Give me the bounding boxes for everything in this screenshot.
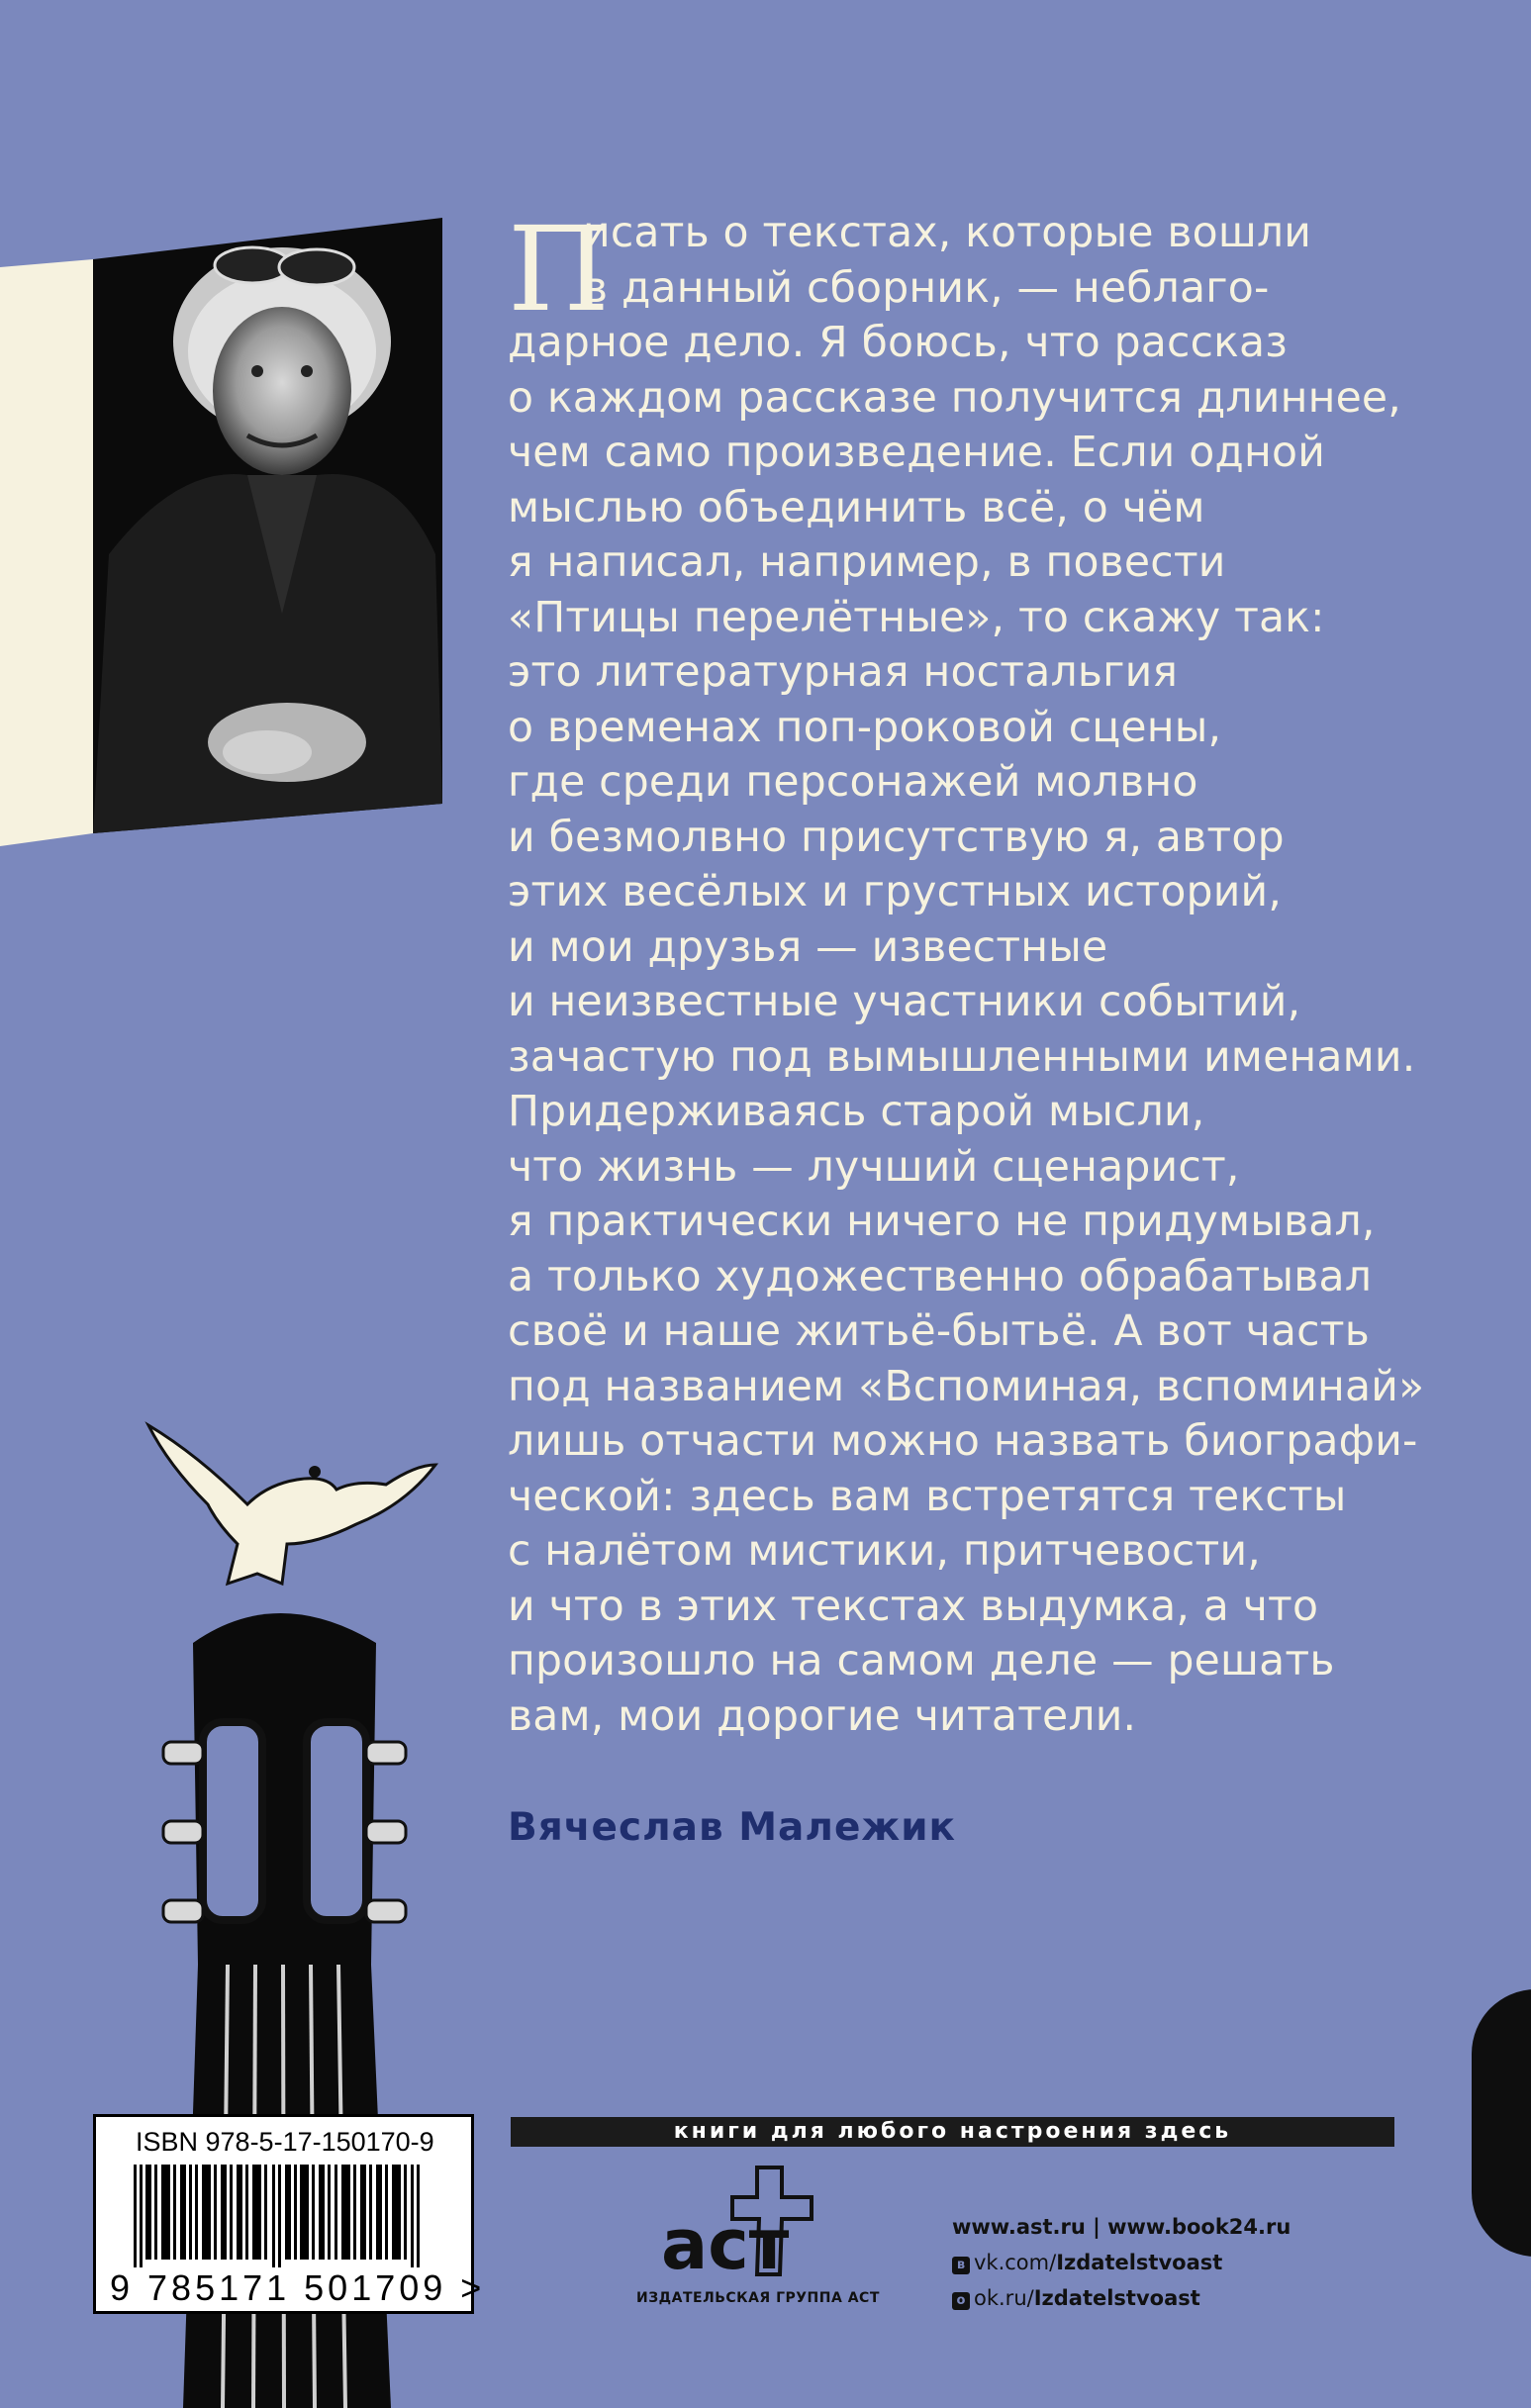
blurb-line: я написал, например, в повести <box>508 538 1226 587</box>
blurb-line: и что в этих текстах выдумка, а что <box>508 1582 1319 1631</box>
website-links[interactable]: www.ast.ru | www.book24.ru <box>952 2215 1292 2239</box>
blurb-line: своё и наше житьё-бытьё. А вот часть <box>508 1307 1370 1356</box>
ok-link-handle: Izdatelstvoast <box>1033 2286 1200 2310</box>
blurb-line: «Птицы перелётные», то скажу так: <box>508 593 1325 642</box>
blurb-text <box>508 201 1497 1744</box>
decorative-half-circle <box>1472 1989 1531 2257</box>
isbn-digits: 9 785171 501709 > <box>110 2267 486 2308</box>
blurb-line: и неизвестные участники событий, <box>508 978 1301 1026</box>
blurb-line: это литературная ностальгия <box>508 648 1179 697</box>
blurb-line: что жизнь — лучший сценарист, <box>508 1142 1240 1192</box>
dropcap-letter: П <box>508 201 610 337</box>
blurb-line: и безмолвно присутствую я, автор <box>508 813 1285 862</box>
blurb-line: исать о текстах, которые вошли <box>583 209 1312 257</box>
blurb-line: под названием «Вспоминая, вспоминай» <box>508 1362 1425 1411</box>
blurb-line: зачастую под вымышленными именами. <box>508 1032 1416 1082</box>
blurb-line: и мои друзья — известные <box>508 922 1108 972</box>
vk-icon: в <box>952 2257 970 2274</box>
blurb-line: ческой: здесь вам встретятся тексты <box>508 1472 1347 1521</box>
ast-logo-text: аст <box>661 2204 790 2285</box>
blurb-line: а только художественно обрабатывал <box>508 1252 1373 1301</box>
vk-link[interactable] <box>952 2245 1291 2280</box>
ok-link[interactable] <box>952 2280 1291 2316</box>
blurb-line: о каждом рассказе получится длиннее, <box>508 373 1401 423</box>
ast-logo <box>653 2158 831 2286</box>
blurb-line: лишь отчасти можно назвать биографи- <box>508 1417 1418 1466</box>
blurb-line: произошло на самом деле — решать <box>508 1637 1335 1686</box>
blurb-line: в данный сборник, — неблаго- <box>583 263 1270 313</box>
blurb-line: чем само произведение. Если одной <box>508 429 1326 477</box>
blurb-line: этих весёлых и грустных историй, <box>508 868 1283 916</box>
blurb-line: я практически ничего не придумывал, <box>508 1198 1376 1246</box>
blurb-line: мыслью объединить всё, о чём <box>508 483 1205 532</box>
isbn-label: ISBN 978-5-17-150170-9 <box>136 2127 434 2157</box>
ok-icon: о <box>952 2292 970 2310</box>
ok-link-prefix: ok.ru/ <box>974 2286 1034 2310</box>
vk-link-prefix: vk.com/ <box>974 2251 1057 2274</box>
isbn-barcode-box <box>93 2114 486 2314</box>
blurb-line: Придерживаясь старой мысли, <box>508 1088 1205 1136</box>
blurb-line: вам, мои дорогие читатели. <box>508 1691 1137 1741</box>
barcode <box>134 2165 431 2267</box>
vk-link-handle: Izdatelstvoast <box>1056 2251 1223 2274</box>
author-signature: Вячеслав Малежик <box>508 1805 956 1850</box>
blurb-line: где среди персонажей молвно <box>508 758 1198 807</box>
blurb-line: с налётом мистики, притчевости, <box>508 1527 1261 1576</box>
publisher-label: ИЗДАТЕЛЬСКАЯ ГРУППА АСТ <box>636 2290 880 2306</box>
tagline-bar: книги для любого настроения здесь <box>511 2117 1394 2147</box>
blurb-line: о временах поп-роковой сцены, <box>508 703 1222 752</box>
blurb-line: дарное дело. Я боюсь, что рассказ <box>508 319 1289 367</box>
publisher-links <box>952 2209 1291 2316</box>
